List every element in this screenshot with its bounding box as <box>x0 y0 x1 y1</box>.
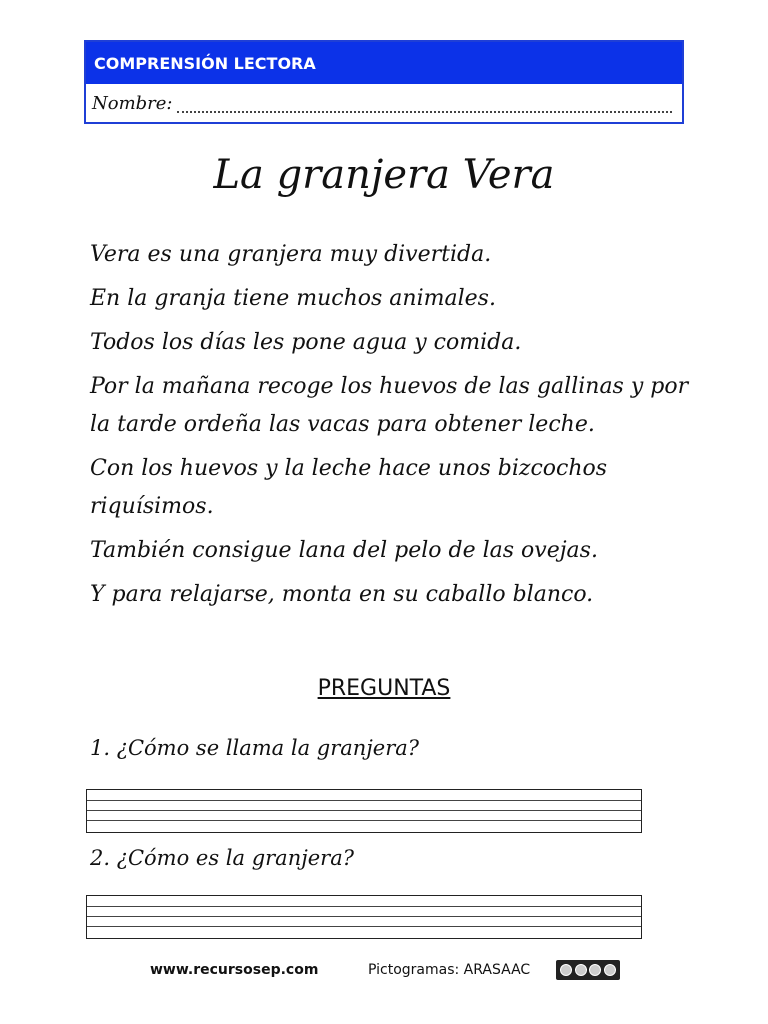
questions-heading: PREGUNTAS <box>317 676 451 701</box>
by-circle-icon <box>575 964 587 976</box>
story-paragraph: Por la mañana recoge los huevos de las gallinas y por la tarde ordeña las vacas para obtener leche. <box>90 374 689 437</box>
sa-circle-icon <box>604 964 616 976</box>
story-paragraph: Con los huevos y la leche hace unos bizcochos riquísimos. <box>90 456 608 519</box>
header-box <box>84 40 684 124</box>
name-label: Nombre: <box>92 92 173 114</box>
answer-lines-1[interactable] <box>86 789 642 833</box>
site-link[interactable]: www.recursosep.com <box>150 962 319 978</box>
story-title: La granjera Vera <box>213 152 555 198</box>
cc-circle-icon <box>560 964 572 976</box>
name-field[interactable] <box>177 93 673 113</box>
story-text <box>90 236 690 620</box>
question-2: 2. ¿Cómo es la granjera? <box>90 846 354 870</box>
footer <box>0 958 768 984</box>
creative-commons-icon <box>556 960 620 980</box>
pictograms-credit: Pictogramas: ARASAAC <box>368 962 531 978</box>
banner-title: COMPRENSIÓN LECTORA <box>86 42 682 84</box>
story-paragraph: En la granja tiene muchos animales. <box>90 286 496 311</box>
answer-lines-2[interactable] <box>86 895 642 939</box>
question-1: 1. ¿Cómo se llama la granjera? <box>90 736 420 760</box>
story-paragraph: Todos los días les pone agua y comida. <box>90 330 522 355</box>
story-paragraph: Vera es una granjera muy divertida. <box>90 242 492 267</box>
story-paragraph: Y para relajarse, monta en su caballo blanco. <box>90 582 594 607</box>
name-row <box>86 84 682 122</box>
nc-circle-icon <box>589 964 601 976</box>
story-paragraph: También consigue lana del pelo de las ovejas. <box>90 538 598 563</box>
